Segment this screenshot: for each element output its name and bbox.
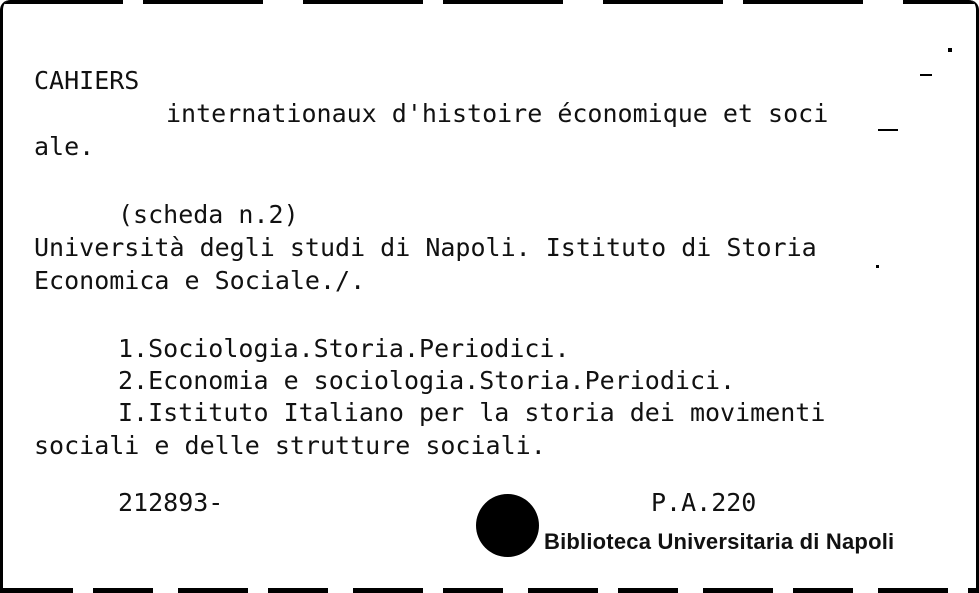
- library-stamp: Biblioteca Universitaria di Napoli: [544, 529, 895, 554]
- subject-1: 1.Sociologia.Storia.Periodici.: [118, 334, 570, 363]
- author-line-2: Economica e Sociale./.: [34, 266, 366, 295]
- title-line-1: internationaux d'histoire économique et soci: [166, 99, 829, 128]
- shelf-mark: P.A.220: [651, 488, 757, 517]
- scheda-note: (scheda n.2): [118, 200, 299, 229]
- card-top-edge: [3, 0, 976, 4]
- hyphen-mark: [878, 129, 898, 131]
- title-line-2: ale.: [34, 132, 95, 161]
- ink-speck: [876, 265, 879, 268]
- card-bottom-edge: [3, 588, 976, 593]
- added-entry-line-1: I.Istituto Italiano per la storia dei movimenti: [118, 398, 826, 427]
- ink-speck: [920, 74, 932, 76]
- added-entry-line-2: sociali e delle strutture sociali.: [34, 431, 546, 460]
- library-stamp-seal: [476, 494, 539, 557]
- subject-2: 2.Economia e sociologia.Storia.Periodici.: [118, 366, 736, 395]
- record-number: 212893-: [118, 488, 224, 517]
- author-line-1: Università degli studi di Napoli. Istituto di Storia: [34, 233, 817, 262]
- card-heading: CAHIERS: [34, 66, 140, 95]
- ink-speck: [948, 48, 952, 52]
